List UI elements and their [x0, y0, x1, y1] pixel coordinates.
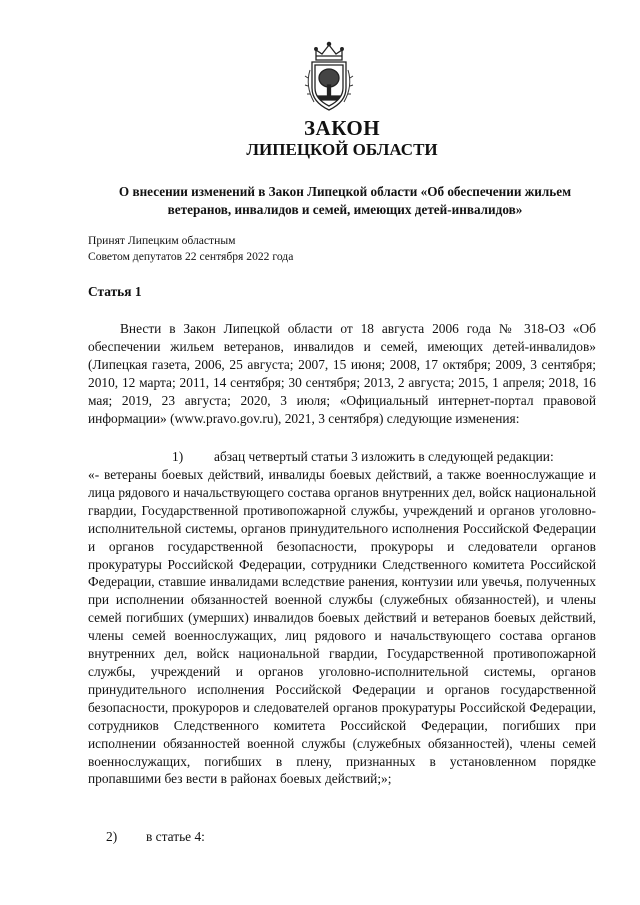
- list-item-1-number: 1): [172, 449, 184, 464]
- adoption-note: [88, 233, 293, 265]
- list-item-2-text: в статье 4:: [146, 829, 205, 844]
- amendment-quote: «- ветераны боевых действий, инвалиды боевых действий, а также военнослужащие и лица рядового и начальствующего состава органов внутренних дел, войск национальной гвардии, Государственной противопожарной службы, учреждений и органов уголовно-исполнительной системы, органов принудительного исполнения Российской Федерации и органов государственной безопасности, прокуроры и следователи органов прокуратуры Российской Федерации, сотрудники Следственного комитета Российской Федерации, ставшие инвалидами вследствие ранения, контузии или увечья, полученных при исполнении обязанностей военной службы (служебных обязанностей), и члены семей погибших (умерших) инвалидов боевых действий и ветеранов боевых действий, члены семей военнослужащих, лиц рядового и начальствующего состава органов внутренних дел, войск национальной гвардии, Государственной противопожарной службы, учреждений и органов уголовно-исполнительной системы, органов принудительного исполнения Российской Федерации и органов государственной безопасности, прокуроров и следователей органов прокуратуры Российской Федерации, сотрудников Следственного комитета Российской Федерации, погибших при исполнении обязанностей военной службы (служебных обязанностей), члены семей военнослужащих, погибших в плену, признанных в установленном порядке пропавшими без вести в районах боевых действий;»;: [88, 467, 596, 787]
- coat-of-arms-icon: [302, 40, 356, 114]
- article-intro-paragraph: Внести в Закон Липецкой области от 18 августа 2006 года № 318-ОЗ «Об обеспечении жильем ветеранов, инвалидов и семей, имеющих детей-инвалидов» (Липецкая газета, 2006, 25 августа; 2007, 15 июня; 2008, 17 октября; 2009, 3 сентября; 2010, 12 марта; 2011, 14 сентября; 30 сентября; 2013, 2 августа; 2015, 1 апреля; 2018, 16 мая; 2019, 23 августа; 2020, 3 июля; «Официальный интернет-портал правовой информации» (www.pravo.gov.ru), 2021, 3 сентября) следующие изменения:: [88, 321, 596, 426]
- list-item-1: [172, 448, 596, 466]
- article-heading: Статья 1: [88, 284, 142, 299]
- list-item-2: [106, 828, 506, 846]
- region-heading: ЛИПЕЦКОЙ ОБЛАСТИ: [246, 140, 438, 159]
- adoption-line-1: Принят Липецким областным: [88, 234, 236, 247]
- document-type-heading: ЗАКОН: [303, 116, 381, 140]
- law-title: О внесении изменений в Закон Липецкой области «Об обеспечении жильем ветеранов, инвалидов и семей, имеющих детей-инвалидов»: [118, 184, 572, 217]
- adoption-line-2: Советом депутатов 22 сентября 2022 года: [88, 250, 294, 263]
- list-item-1-text: абзац четвертый статьи 3 изложить в следующей редакции:: [214, 449, 554, 464]
- list-item-2-number: 2): [106, 829, 118, 844]
